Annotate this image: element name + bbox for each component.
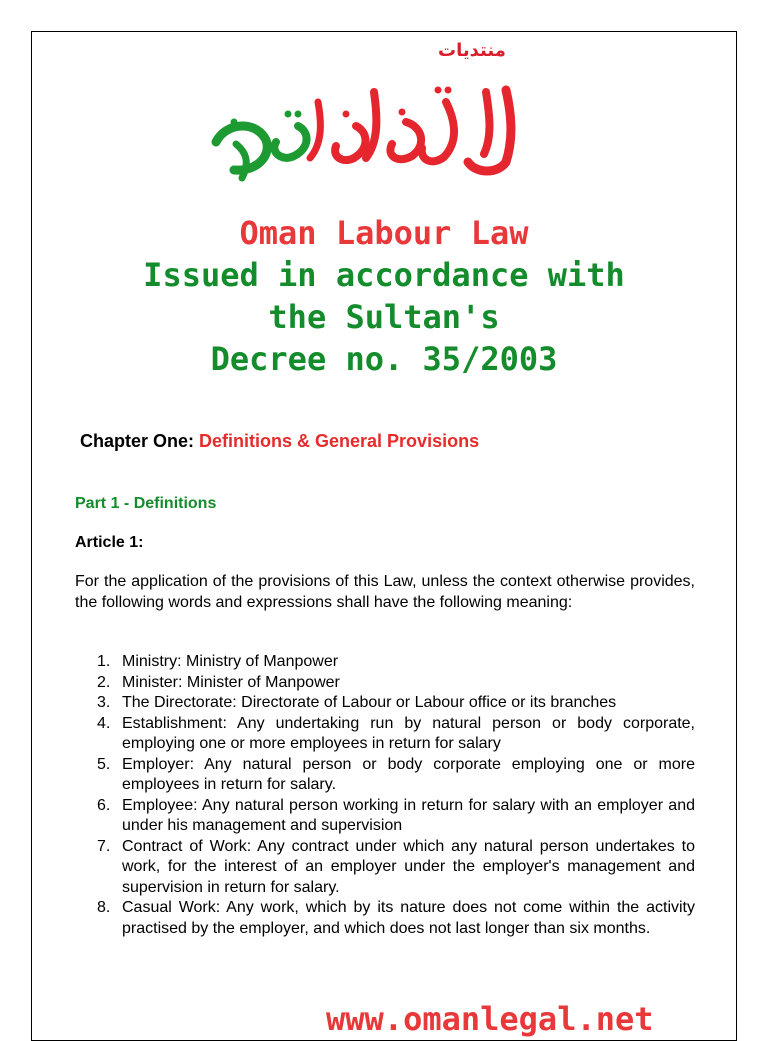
logo-calligraphy	[206, 82, 536, 182]
chapter-prefix: Chapter One:	[80, 431, 200, 451]
title-line-3: the Sultan's	[268, 298, 500, 336]
list-item: 4. Establishment: Any undertaking run by natural person or body corporate, employing one or more employees in return for salary	[97, 714, 695, 752]
list-item: 6. Employee: Any natural person working in return for salary with an employer and under his management and supervision	[97, 796, 695, 834]
intro-paragraph: For the application of the provisions of this Law, unless the context otherwise provides, the following words and expressions shall have the following meaning:	[75, 573, 695, 611]
title-line-2: Issued in accordance with	[143, 256, 625, 294]
document-title	[32, 212, 736, 380]
list-item: 3. The Directorate: Directorate of Labour or Labour office or its branches	[97, 694, 617, 711]
title-line-1: Oman Labour Law	[239, 214, 529, 252]
list-item: 8. Casual Work: Any work, which by its nature does not come within the activity practised by the employer, and which does not last longer than six months.	[97, 899, 695, 937]
part-heading: Part 1 - Definitions	[75, 495, 217, 512]
list-item: 2. Minister: Minister of Manpower	[97, 673, 340, 691]
chapter-heading	[80, 431, 479, 452]
chapter-name: Definitions & General Provisions	[199, 431, 480, 451]
document-page	[31, 31, 737, 1041]
website-link[interactable]: www.omanlegal.net	[326, 1000, 654, 1038]
list-item: 7. Contract of Work: Any contract under which any natural person undertakes to work, for the interest of an employer under the employer's management and supervision in return for salary.	[97, 837, 695, 896]
list-item: 5. Employer: Any natural person or body corporate employing one or more employees in return for salary.	[97, 755, 695, 793]
article-heading: Article 1:	[75, 534, 144, 551]
definitions-list	[75, 652, 695, 939]
forum-logo	[206, 40, 536, 190]
list-item: 1. Ministry: Ministry of Manpower	[97, 653, 339, 670]
title-line-4: Decree no. 35/2003	[210, 340, 558, 378]
logo-subtitle: منتديات	[438, 40, 506, 61]
